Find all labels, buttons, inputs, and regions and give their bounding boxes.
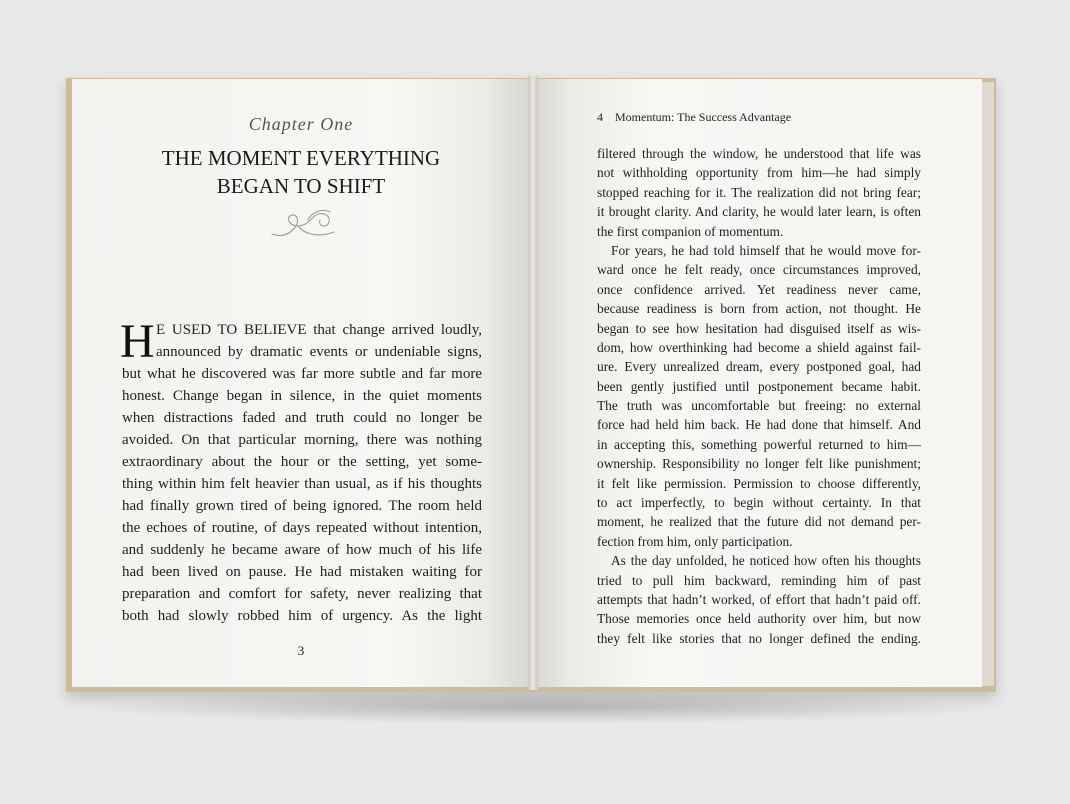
text-line: avoided. On that particular morning, there was nothing <box>122 432 482 448</box>
text-line: preparation and comfort for safety, never realizing that <box>122 586 482 602</box>
text-line: stopped reaching for it. The realization did not bring fear; <box>597 184 921 200</box>
text-line: the echoes of routine, of days repeated without intention, <box>122 520 482 536</box>
chapter-label: Chapter One <box>248 114 354 134</box>
text-line: in accepting this, something powerful returned to him— <box>597 436 921 452</box>
text-line: the first companion of momentum. <box>597 223 784 239</box>
book-shadow <box>78 690 1008 724</box>
text-line: both had slowly robbed him of urgency. As the light <box>122 608 482 624</box>
text-line: moment, he realized that the future did not demand per- <box>597 514 921 530</box>
text-line: it felt like permission. Permission to choose differently, <box>597 475 921 491</box>
flourish-ornament-icon <box>268 204 342 244</box>
text-line: to act imperfectly, to begin without certainty. In that <box>597 495 921 511</box>
right-body-text <box>597 144 921 648</box>
text-line: Those memories once held authority over him, but now <box>597 611 921 627</box>
text-line: As the day unfolded, he noticed how often his thoughts <box>611 553 921 569</box>
chapter-title-line: THE MOMENT EVERYTHING <box>161 146 441 170</box>
text-line: ure. Every unrealized dream, every postponed goal, had <box>597 359 921 375</box>
page-number-right: 4 <box>597 110 603 124</box>
text-line: they felt like stories that no longer defined the ending. <box>597 630 921 646</box>
text-line: because readiness is born from action, not thought. He <box>597 301 921 317</box>
chapter-title <box>72 144 530 200</box>
text-line: The truth was uncomfortable but freeing: no external <box>597 398 921 414</box>
text-line: For years, he had told himself that he would move for- <box>611 242 921 258</box>
text-line: when distractions faded and truth could no longer be <box>122 410 482 426</box>
text-line: not withholding opportunity from him—he had simply <box>597 165 921 181</box>
text-line: extraordinary about the hour or the setting, yet some- <box>122 454 482 470</box>
chapter-title-line: BEGAN TO SHIFT <box>216 174 386 198</box>
text-line: once confidence arrived. Yet readiness never came, <box>597 281 921 297</box>
text-line: began to see how hesitation had disguised itself as wis- <box>597 320 921 336</box>
text-line: been gently justified until postponement became habit. <box>597 378 921 394</box>
text-line: announced by dramatic events or undeniable signs, <box>156 344 482 360</box>
text-line: and suddenly he became aware of how much of his life <box>122 542 482 558</box>
text-line: ward once he felt ready, once circumstances improved, <box>597 262 921 278</box>
left-body-text <box>120 315 482 627</box>
text-line: tried to pull him backward, reminding him of past <box>597 572 921 588</box>
drop-cap: H <box>120 315 155 368</box>
text-line: force had held him back. He had done that himself. And <box>597 417 921 433</box>
text-line: fection from him, only participation. <box>597 533 793 549</box>
text-line: thing within him felt heavier than usual, as if his thoughts <box>122 476 482 492</box>
text-line: had finally grown tired of being ignored. The room held <box>122 498 482 514</box>
text-line: but what he discovered was far more subtle and far more <box>122 366 482 382</box>
running-head <box>597 110 791 125</box>
text-line: ownership. Responsibility no longer felt like punishment; <box>597 456 921 472</box>
page-edges <box>982 82 994 686</box>
text-line: dom, how overthinking had become a shield against fail- <box>597 339 921 355</box>
text-line: filtered through the window, he understood that life was <box>597 146 921 161</box>
text-line: had been lived on pause. He had mistaken waiting for <box>122 564 482 580</box>
page-number-left: 3 <box>297 643 305 658</box>
text-line: attempts that hadn’t worked, of effort that hadn’t paid off. <box>597 591 921 607</box>
text-line: E USED TO BELIEVE that change arrived loudly, <box>156 322 482 338</box>
text-line: it brought clarity. And clarity, he would later learn, is often <box>597 204 921 220</box>
running-head-title: Momentum: The Success Advantage <box>615 110 792 124</box>
text-line: honest. Change began in silence, in the quiet moments <box>122 388 482 404</box>
